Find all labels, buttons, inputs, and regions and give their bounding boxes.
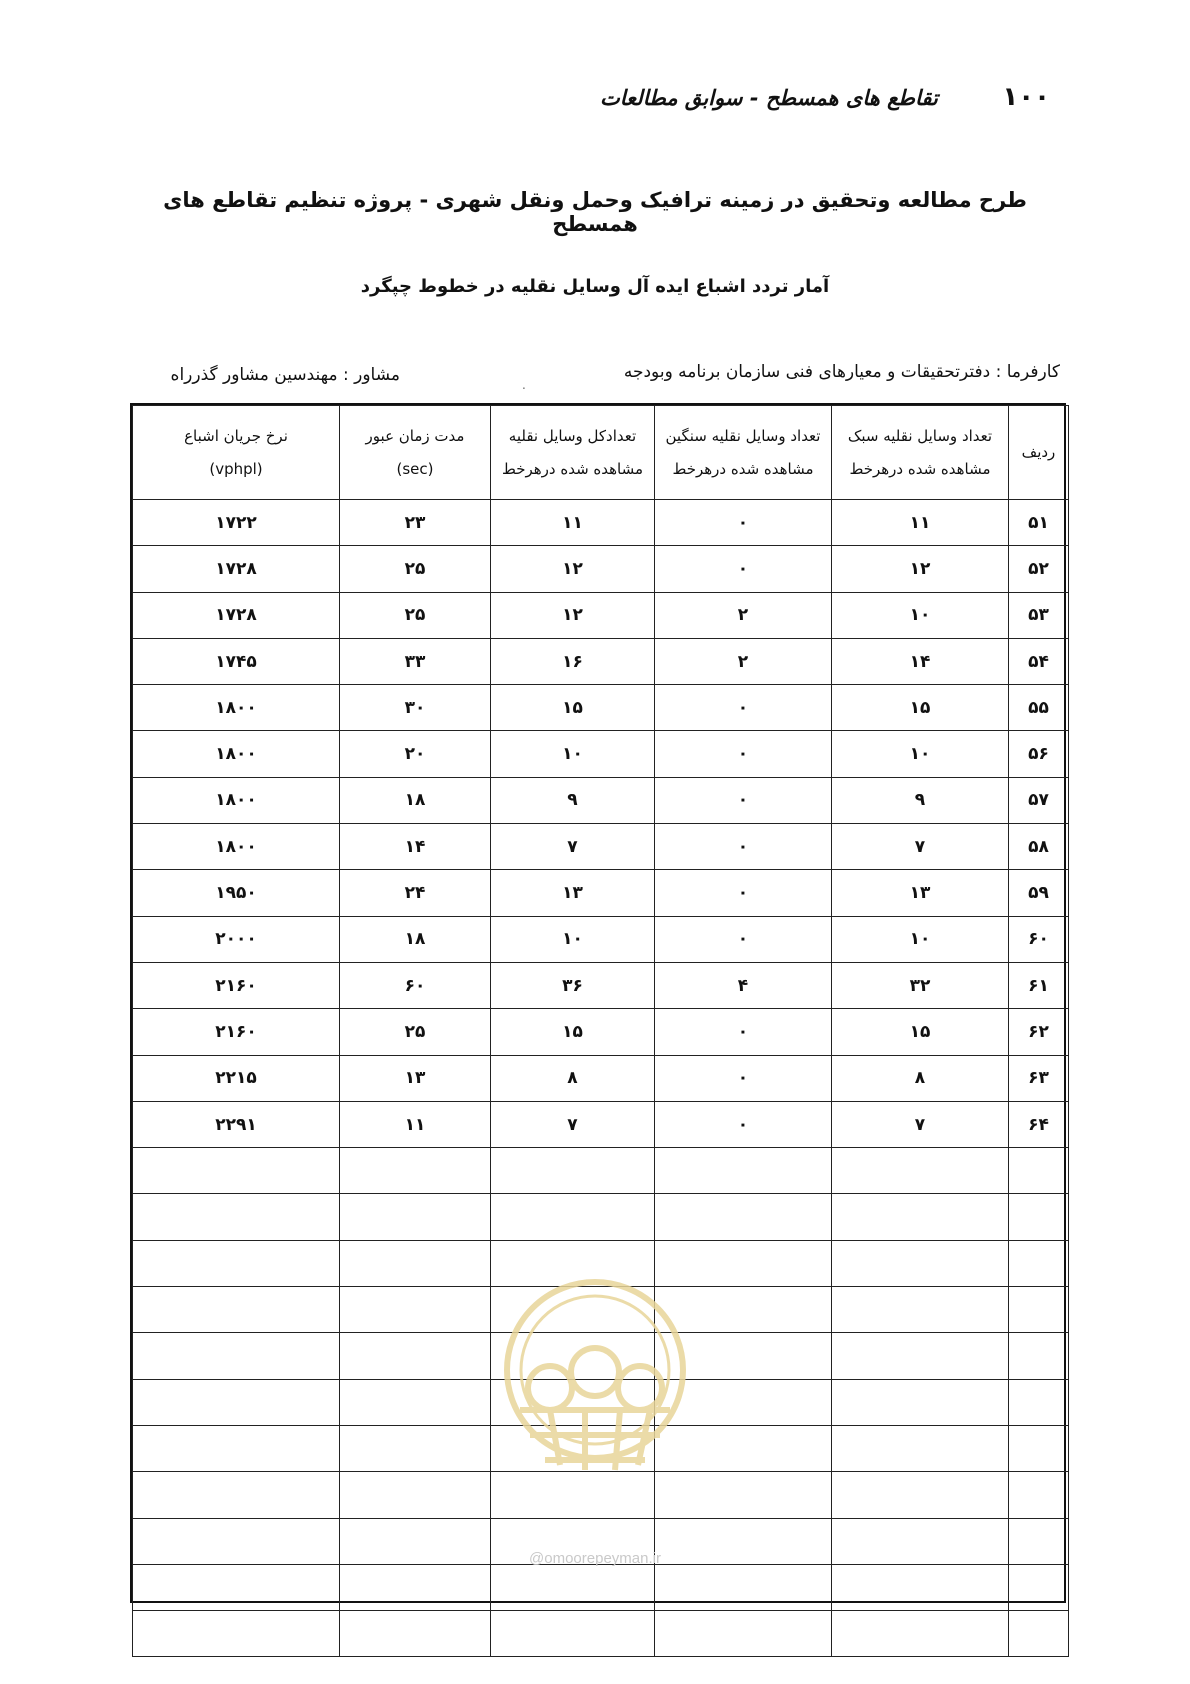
table-row: [133, 824, 1069, 870]
cell-light-vehicles: ۱۵: [832, 1009, 1009, 1055]
cell-saturation-flow: ۲۱۶۰: [133, 1009, 340, 1055]
cell-total-vehicles: ۸: [491, 1055, 655, 1101]
empty-cell: [491, 1425, 655, 1471]
table-header-row: [133, 406, 1069, 500]
table-row: [133, 1009, 1069, 1055]
cell-saturation-flow: ۲۲۱۵: [133, 1055, 340, 1101]
table-row: [133, 731, 1069, 777]
cell-saturation-flow: ۱۹۵۰: [133, 870, 340, 916]
cell-light-vehicles: ۸: [832, 1055, 1009, 1101]
empty-cell: [133, 1240, 340, 1286]
table-row: [133, 1101, 1069, 1147]
cell-passage-time: ۲۵: [340, 592, 491, 638]
header-saturation-flow: نرخ جریان اشباع (vphpl): [133, 406, 340, 500]
table-row: [133, 777, 1069, 823]
cell-heavy-vehicles: ۰: [655, 870, 832, 916]
empty-cell: [655, 1148, 832, 1194]
cell-heavy-vehicles: ۴: [655, 962, 832, 1008]
cell-saturation-flow: ۱۸۰۰: [133, 685, 340, 731]
cell-saturation-flow: ۱۸۰۰: [133, 777, 340, 823]
cell-total-vehicles: ۱۲: [491, 546, 655, 592]
cell-saturation-flow: ۱۸۰۰: [133, 731, 340, 777]
cell-passage-time: ۱۸: [340, 916, 491, 962]
cell-heavy-vehicles: ۰: [655, 916, 832, 962]
empty-cell: [491, 1379, 655, 1425]
empty-cell: [491, 1194, 655, 1240]
empty-cell: [491, 1333, 655, 1379]
header-heavy-vehicles: تعداد وسایل نقلیه سنگین مشاهده شده درهرخط: [655, 406, 832, 500]
empty-cell: [655, 1564, 832, 1610]
cell-light-vehicles: ۱۳: [832, 870, 1009, 916]
cell-saturation-flow: ۱۷۲۸: [133, 546, 340, 592]
empty-table-row: [133, 1425, 1069, 1471]
table-row: [133, 500, 1069, 546]
cell-passage-time: ۲۰: [340, 731, 491, 777]
cell-light-vehicles: ۱۴: [832, 638, 1009, 684]
empty-cell: [340, 1611, 491, 1657]
empty-cell: [133, 1472, 340, 1518]
table-body: [133, 500, 1069, 1657]
empty-cell: [340, 1148, 491, 1194]
header-passage-time: مدت زمان عبور (sec): [340, 406, 491, 500]
cell-total-vehicles: ۱۰: [491, 731, 655, 777]
empty-cell: [340, 1472, 491, 1518]
cell-total-vehicles: ۱۶: [491, 638, 655, 684]
cell-row-number: ۶۱: [1009, 962, 1069, 1008]
cell-passage-time: ۱۳: [340, 1055, 491, 1101]
empty-cell: [340, 1518, 491, 1564]
empty-table-row: [133, 1611, 1069, 1657]
cell-heavy-vehicles: ۰: [655, 546, 832, 592]
empty-table-row: [133, 1472, 1069, 1518]
empty-cell: [1009, 1194, 1069, 1240]
cell-saturation-flow: ۲۱۶۰: [133, 962, 340, 1008]
empty-cell: [1009, 1564, 1069, 1610]
empty-cell: [832, 1194, 1009, 1240]
cell-light-vehicles: ۹: [832, 777, 1009, 823]
cell-saturation-flow: ۲۰۰۰: [133, 916, 340, 962]
cell-passage-time: ۲۵: [340, 546, 491, 592]
empty-cell: [832, 1425, 1009, 1471]
empty-table-row: [133, 1379, 1069, 1425]
cell-heavy-vehicles: ۰: [655, 731, 832, 777]
empty-cell: [1009, 1425, 1069, 1471]
cell-total-vehicles: ۱۰: [491, 916, 655, 962]
cell-row-number: ۵۳: [1009, 592, 1069, 638]
empty-cell: [491, 1472, 655, 1518]
cell-passage-time: ۲۳: [340, 500, 491, 546]
cell-total-vehicles: ۱۱: [491, 500, 655, 546]
cell-total-vehicles: ۱۳: [491, 870, 655, 916]
cell-passage-time: ۱۱: [340, 1101, 491, 1147]
empty-cell: [340, 1194, 491, 1240]
empty-table-row: [133, 1287, 1069, 1333]
cell-row-number: ۶۴: [1009, 1101, 1069, 1147]
empty-cell: [133, 1194, 340, 1240]
document-title: طرح مطالعه وتحقیق در زمینه ترافیک وحمل ونقل شهری - پروژه تنظیم تقاطع های همسطح: [163, 188, 1027, 236]
cell-heavy-vehicles: ۰: [655, 500, 832, 546]
empty-cell: [832, 1287, 1009, 1333]
cell-heavy-vehicles: ۰: [655, 1009, 832, 1055]
cell-row-number: ۵۷: [1009, 777, 1069, 823]
empty-cell: [832, 1333, 1009, 1379]
cell-light-vehicles: ۱۲: [832, 546, 1009, 592]
cell-saturation-flow: ۱۷۲۲: [133, 500, 340, 546]
empty-cell: [655, 1379, 832, 1425]
table-title: آمار تردد اشباع ایده آل وسایل نقلیه در خطوط چپگرد: [360, 276, 830, 297]
header-light-vehicles: تعداد وسایل نقلیه سبک مشاهده شده درهرخط: [832, 406, 1009, 500]
saturation-flow-table: [132, 405, 1069, 1657]
header-total-vehicles: تعدادکل وسایل نقلیه مشاهده شده درهرخط: [491, 406, 655, 500]
cell-row-number: ۵۱: [1009, 500, 1069, 546]
table-row: [133, 638, 1069, 684]
cell-row-number: ۵۶: [1009, 731, 1069, 777]
cell-light-vehicles: ۱۰: [832, 731, 1009, 777]
scan-dot: .: [522, 378, 526, 392]
cell-passage-time: ۶۰: [340, 962, 491, 1008]
cell-total-vehicles: ۷: [491, 824, 655, 870]
cell-passage-time: ۱۴: [340, 824, 491, 870]
empty-cell: [655, 1194, 832, 1240]
empty-cell: [655, 1425, 832, 1471]
cell-row-number: ۵۴: [1009, 638, 1069, 684]
empty-cell: [491, 1240, 655, 1286]
empty-cell: [133, 1333, 340, 1379]
table-row: [133, 870, 1069, 916]
cell-row-number: ۵۹: [1009, 870, 1069, 916]
empty-cell: [1009, 1287, 1069, 1333]
table-row: [133, 592, 1069, 638]
empty-cell: [340, 1287, 491, 1333]
header-row-number: ردیف: [1009, 406, 1069, 500]
cell-heavy-vehicles: ۰: [655, 1101, 832, 1147]
empty-table-row: [133, 1240, 1069, 1286]
cell-heavy-vehicles: ۲: [655, 638, 832, 684]
empty-cell: [491, 1611, 655, 1657]
cell-heavy-vehicles: ۰: [655, 777, 832, 823]
cell-total-vehicles: ۱۵: [491, 1009, 655, 1055]
empty-table-row: [133, 1148, 1069, 1194]
empty-cell: [1009, 1379, 1069, 1425]
empty-cell: [491, 1148, 655, 1194]
cell-row-number: ۶۲: [1009, 1009, 1069, 1055]
cell-light-vehicles: ۷: [832, 824, 1009, 870]
cell-total-vehicles: ۱۵: [491, 685, 655, 731]
empty-cell: [133, 1287, 340, 1333]
cell-light-vehicles: ۱۱: [832, 500, 1009, 546]
empty-cell: [655, 1472, 832, 1518]
empty-cell: [832, 1379, 1009, 1425]
empty-cell: [340, 1564, 491, 1610]
empty-cell: [133, 1148, 340, 1194]
cell-passage-time: ۳۳: [340, 638, 491, 684]
cell-saturation-flow: ۲۲۹۱: [133, 1101, 340, 1147]
cell-saturation-flow: ۱۷۲۸: [133, 592, 340, 638]
running-title: تقاطع های همسطح - سوابق مطالعات: [600, 86, 938, 110]
cell-row-number: ۵۲: [1009, 546, 1069, 592]
empty-cell: [1009, 1472, 1069, 1518]
empty-cell: [1009, 1240, 1069, 1286]
empty-cell: [832, 1518, 1009, 1564]
cell-light-vehicles: ۳۲: [832, 962, 1009, 1008]
cell-heavy-vehicles: ۲: [655, 592, 832, 638]
empty-cell: [340, 1379, 491, 1425]
cell-row-number: ۵۵: [1009, 685, 1069, 731]
empty-cell: [340, 1425, 491, 1471]
table-row: [133, 962, 1069, 1008]
cell-total-vehicles: ۳۶: [491, 962, 655, 1008]
empty-cell: [491, 1287, 655, 1333]
cell-total-vehicles: ۷: [491, 1101, 655, 1147]
cell-total-vehicles: ۹: [491, 777, 655, 823]
cell-saturation-flow: ۱۷۴۵: [133, 638, 340, 684]
data-table-frame: [130, 403, 1066, 1603]
empty-cell: [340, 1240, 491, 1286]
empty-cell: [832, 1564, 1009, 1610]
empty-cell: [655, 1287, 832, 1333]
running-head: [600, 82, 1050, 112]
cell-light-vehicles: ۱۵: [832, 685, 1009, 731]
cell-light-vehicles: ۱۰: [832, 592, 1009, 638]
empty-cell: [133, 1425, 340, 1471]
table-row: [133, 546, 1069, 592]
cell-passage-time: ۲۴: [340, 870, 491, 916]
empty-cell: [655, 1333, 832, 1379]
consultant-label: مشاور : مهندسین مشاور گذرراه: [170, 365, 400, 385]
empty-cell: [832, 1611, 1009, 1657]
empty-cell: [133, 1564, 340, 1610]
cell-light-vehicles: ۱۰: [832, 916, 1009, 962]
empty-cell: [1009, 1333, 1069, 1379]
empty-cell: [655, 1611, 832, 1657]
empty-cell: [133, 1518, 340, 1564]
empty-table-row: [133, 1194, 1069, 1240]
empty-table-row: [133, 1333, 1069, 1379]
table-row: [133, 916, 1069, 962]
cell-row-number: ۵۸: [1009, 824, 1069, 870]
cell-heavy-vehicles: ۰: [655, 824, 832, 870]
empty-cell: [133, 1611, 340, 1657]
cell-passage-time: ۱۸: [340, 777, 491, 823]
client-label: کارفرما : دفترتحقیقات و معیارهای فنی سازمان برنامه وبودجه: [623, 362, 1060, 382]
empty-table-row: [133, 1564, 1069, 1610]
empty-cell: [133, 1379, 340, 1425]
table-row: [133, 685, 1069, 731]
cell-saturation-flow: ۱۸۰۰: [133, 824, 340, 870]
empty-cell: [832, 1472, 1009, 1518]
empty-cell: [655, 1240, 832, 1286]
cell-total-vehicles: ۱۲: [491, 592, 655, 638]
watermark-caption: @omoorepeyman.ir: [529, 1550, 661, 1567]
empty-cell: [832, 1240, 1009, 1286]
empty-cell: [1009, 1611, 1069, 1657]
cell-row-number: ۶۳: [1009, 1055, 1069, 1101]
empty-cell: [1009, 1518, 1069, 1564]
page-number: ۱۰۰: [1002, 82, 1050, 112]
cell-passage-time: ۳۰: [340, 685, 491, 731]
empty-cell: [491, 1564, 655, 1610]
cell-light-vehicles: ۷: [832, 1101, 1009, 1147]
table-row: [133, 1055, 1069, 1101]
empty-cell: [1009, 1148, 1069, 1194]
cell-passage-time: ۲۵: [340, 1009, 491, 1055]
cell-heavy-vehicles: ۰: [655, 1055, 832, 1101]
cell-row-number: ۶۰: [1009, 916, 1069, 962]
empty-cell: [832, 1148, 1009, 1194]
empty-cell: [340, 1333, 491, 1379]
cell-heavy-vehicles: ۰: [655, 685, 832, 731]
